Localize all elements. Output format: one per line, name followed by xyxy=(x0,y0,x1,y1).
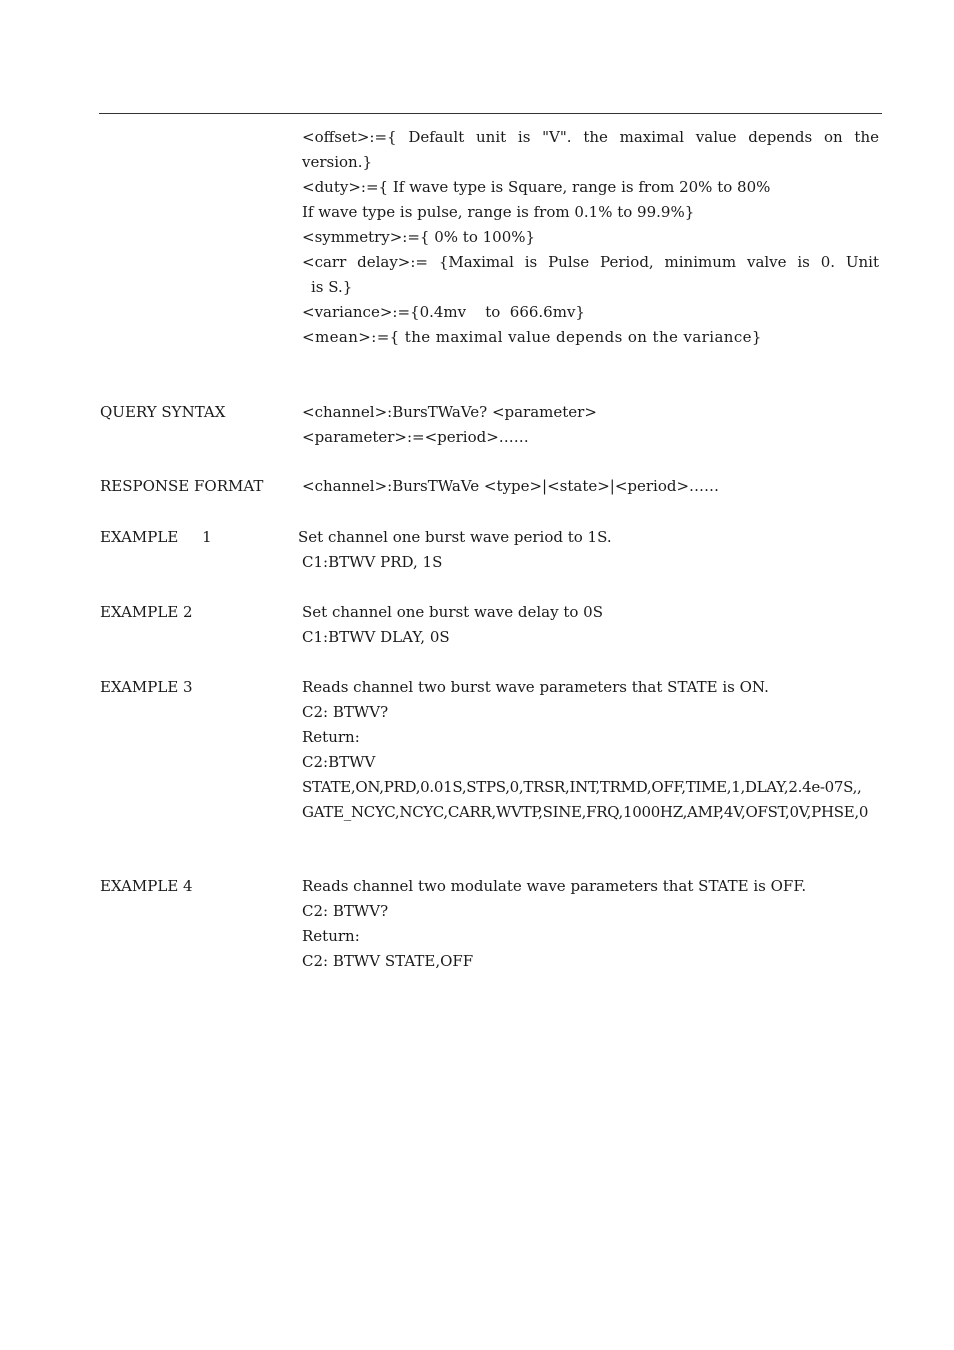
example-4-line: C2: BTWV? xyxy=(302,902,389,920)
query-syntax-label: QUERY SYNTAX xyxy=(100,403,226,421)
header-rule xyxy=(99,113,882,114)
mean-param: <mean>:={ the maximal value depends on the variance} xyxy=(302,328,762,346)
duty-param-line2: If wave type is pulse, range is from 0.1% to 99.9%} xyxy=(302,203,695,221)
example-2-line: Set channel one burst wave delay to 0S xyxy=(302,603,603,621)
example-4-line: Reads channel two modulate wave parameters that STATE is OFF. xyxy=(302,877,807,895)
response-format-line1: <channel>:BursTWaVe <type>|<state>|<period>…… xyxy=(302,477,720,495)
example-4-label: EXAMPLE 4 xyxy=(100,877,193,895)
example-3-line: C2:BTWV xyxy=(302,753,376,771)
duty-param-line1: <duty>:={ If wave type is Square, range is from 20% to 80% xyxy=(302,178,771,196)
example-1-line: Set channel one burst wave period to 1S. xyxy=(298,528,612,546)
example-3-line: STATE,ON,PRD,0.01S,STPS,0,TRSR,INT,TRMD,OFF,TIME,1,DLAY,2.4e-07S,, xyxy=(302,778,862,796)
example-4-line: Return: xyxy=(302,927,360,945)
example-3-line: GATE_NCYC,NCYC,CARR,WVTP,SINE,FRQ,1000HZ,AMP,4V,OFST,0V,PHSE,0 xyxy=(302,803,869,821)
example-3-line: Reads channel two burst wave parameters that STATE is ON. xyxy=(302,678,769,696)
example-2-label: EXAMPLE 2 xyxy=(100,603,193,621)
example-2-line: C1:BTWV DLAY, 0S xyxy=(302,628,450,646)
carr-delay-param-line2: is S.} xyxy=(311,278,353,296)
variance-param: <variance>:={0.4mv to 666.6mv} xyxy=(302,303,585,321)
response-format-label: RESPONSE FORMAT xyxy=(100,477,264,495)
query-syntax-line2: <parameter>:=<period>…… xyxy=(302,428,529,446)
example-3-line: Return: xyxy=(302,728,360,746)
carr-delay-param-line1: <carr delay>:= {Maximal is Pulse Period, minimum valve is 0. Unit xyxy=(302,253,879,271)
example-4-line: C2: BTWV STATE,OFF xyxy=(302,952,474,970)
offset-param-line2: version.} xyxy=(302,153,373,171)
example-1-line: C1:BTWV PRD, 1S xyxy=(302,553,443,571)
symmetry-param: <symmetry>:={ 0% to 100%} xyxy=(302,228,536,246)
query-syntax-line1: <channel>:BursTWaVe? <parameter> xyxy=(302,403,597,421)
example-3-label: EXAMPLE 3 xyxy=(100,678,193,696)
example-3-line: C2: BTWV? xyxy=(302,703,389,721)
offset-param-line1: <offset>:={ Default unit is "V". the maximal value depends on the xyxy=(302,128,879,146)
example-1-label: EXAMPLE 1 xyxy=(100,528,212,546)
